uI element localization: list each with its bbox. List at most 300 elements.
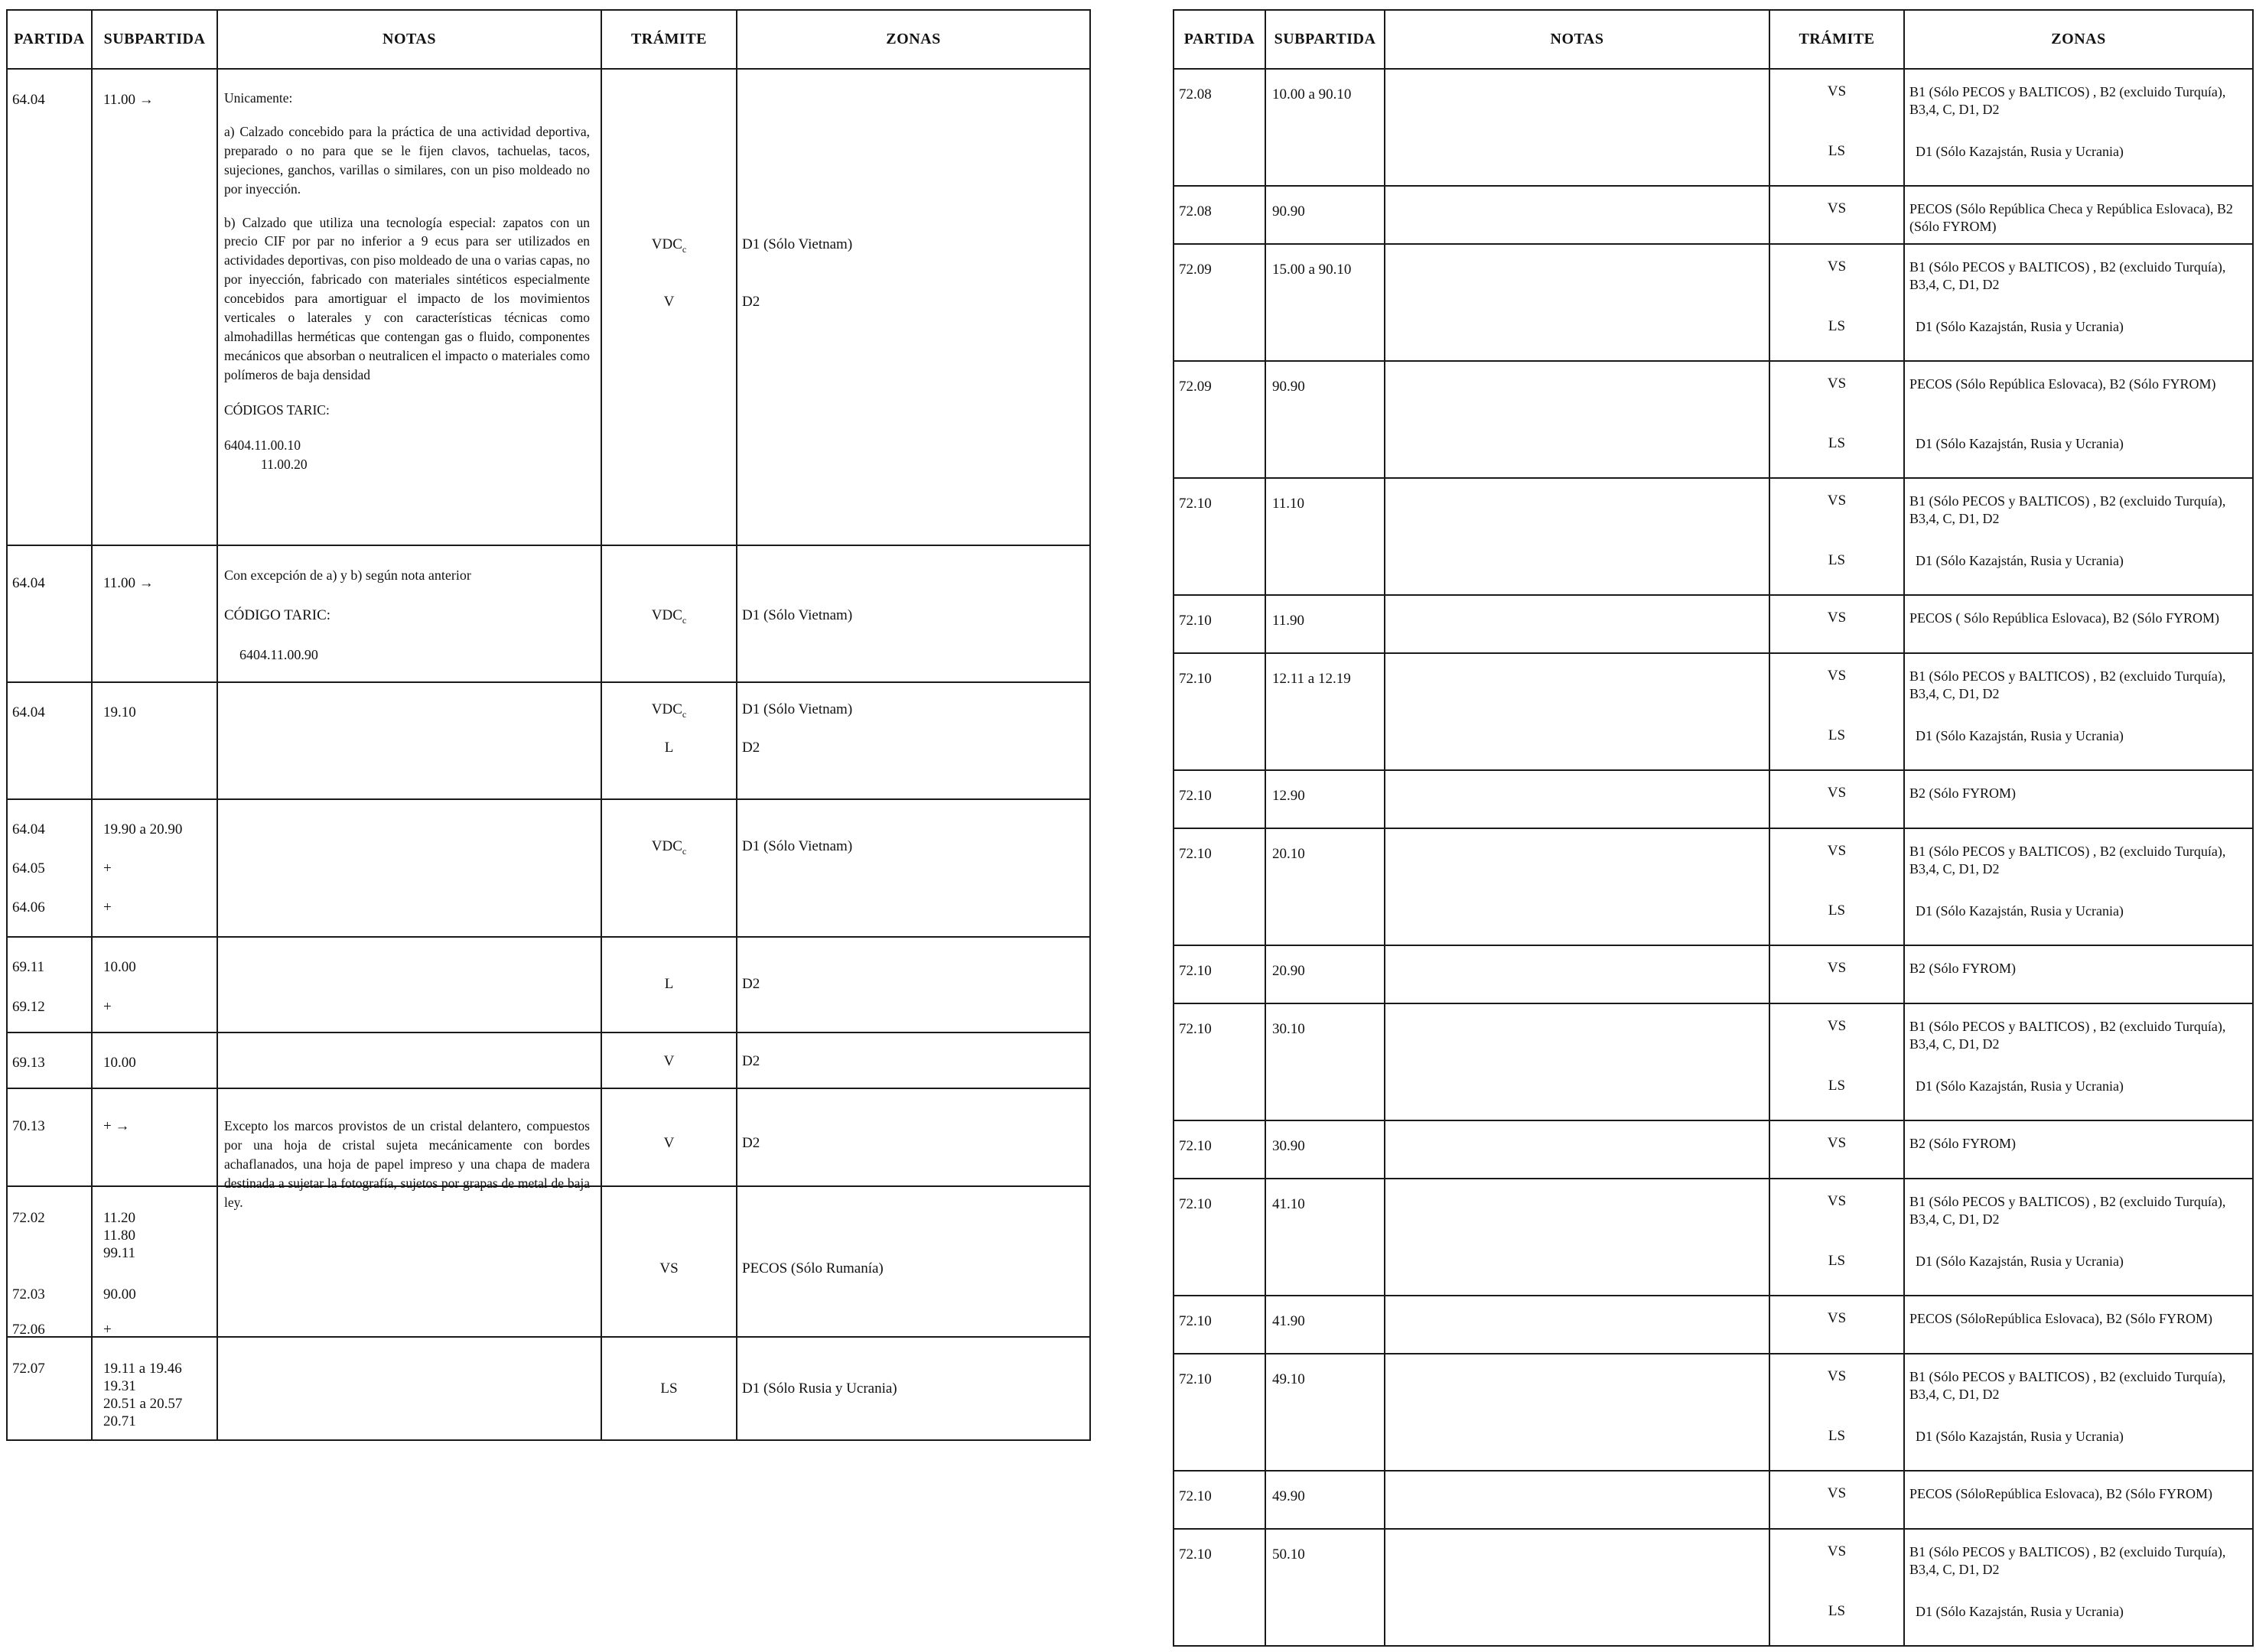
zona-value: D1 (Sólo Vietnam) — [742, 607, 853, 623]
tramite-value: VS — [1827, 1485, 1847, 1501]
zona-value: B1 (Sólo PECOS y BALTICOS) , B2 (excluido Turquía), B3,4, C, D1, D2 — [1909, 493, 2226, 526]
zona-value: B2 (Sólo FYROM) — [1909, 1136, 2017, 1151]
subpartida-cell — [92, 1337, 217, 1440]
zona-value: D1 (Sólo Kazajstán, Rusia y Ucrania) — [1916, 144, 2124, 159]
tramite-value: VS — [1827, 1018, 1847, 1034]
subpartida-code: 20.51 a 20.57 — [103, 1396, 183, 1412]
table-row — [1174, 361, 2253, 478]
zona-value: D1 (Sólo Vietnam) — [742, 838, 853, 854]
tramite-value: VS — [1827, 376, 1847, 392]
left-table — [6, 9, 1091, 1441]
zona-value: D1 (Sólo Kazajstán, Rusia y Ucrania) — [1916, 1429, 2124, 1444]
partida-cell — [1174, 244, 1265, 361]
notas-cell — [1385, 244, 1769, 361]
zona-value: B1 (Sólo PECOS y BALTICOS) , B2 (excluido Turquía), B3,4, C, D1, D2 — [1909, 1544, 2226, 1577]
partida-code: 72.10 — [1179, 1488, 1212, 1504]
partida-code: 72.06 — [12, 1322, 45, 1338]
zona-value: B1 (Sólo PECOS y BALTICOS) , B2 (excluido Turquía), B3,4, C, D1, D2 — [1909, 259, 2226, 292]
notas-cell — [1385, 478, 1769, 595]
zona-value: B1 (Sólo PECOS y BALTICOS) , B2 (excluido Turquía), B3,4, C, D1, D2 — [1909, 844, 2226, 876]
partida-code: 64.04 — [12, 92, 45, 108]
tramite-value: LS — [1828, 318, 1846, 334]
tramite-value: VS — [1827, 200, 1847, 216]
partida-cell — [1174, 770, 1265, 828]
zona-value: B2 (Sólo FYROM) — [1909, 961, 2017, 976]
subpartida-code: 10.00 — [103, 959, 136, 975]
subpartida-cell — [1265, 1471, 1385, 1529]
table-row — [7, 682, 1090, 799]
subpartida-code: 11.10 — [1272, 496, 1305, 512]
partida-cell — [1174, 595, 1265, 653]
tramite-value: VS — [1827, 1193, 1847, 1209]
partida-code: 64.04 — [12, 704, 45, 720]
taric-code: 6404.11.00.90 — [239, 647, 318, 662]
zonas-cell — [1904, 478, 2253, 595]
tramite-cell — [1769, 770, 1904, 828]
table-row — [1174, 653, 2253, 770]
subpartida-cell — [1265, 653, 1385, 770]
zonas-cell — [1904, 1354, 2253, 1471]
tramite-value: $VDC_c$ — [651, 236, 687, 255]
tramite-value: VS — [1827, 1135, 1847, 1151]
partida-cell — [1174, 186, 1265, 244]
tramite-value: V — [663, 1053, 675, 1069]
notas-cell — [217, 937, 601, 1032]
zonas-cell — [737, 545, 1090, 682]
partida-code: 69.11 — [12, 959, 45, 975]
partida-cell — [1174, 1529, 1265, 1646]
tramite-value: VS — [1827, 1310, 1847, 1326]
partida-code: 72.10 — [1179, 1546, 1212, 1563]
taric-code: 11.00.20 — [261, 456, 308, 472]
table-row — [1174, 478, 2253, 595]
subpartida-cell — [1265, 244, 1385, 361]
table-row — [1174, 69, 2253, 186]
partida-code: 69.13 — [12, 1055, 45, 1071]
zona-value: D1 (Sólo Kazajstán, Rusia y Ucrania) — [1916, 728, 2124, 743]
subpartida-code: + — [103, 999, 112, 1015]
partida-cell — [7, 69, 92, 545]
zonas-cell — [737, 1032, 1090, 1088]
notas-cell — [1385, 186, 1769, 244]
tramite-value: LS — [1828, 435, 1846, 451]
notas-cell — [217, 1088, 601, 1210]
zonas-cell — [1904, 1003, 2253, 1120]
tramite-value: V — [663, 294, 675, 310]
subpartida-cell — [1265, 595, 1385, 653]
partida-cell — [1174, 1120, 1265, 1179]
partida-code: 64.04 — [12, 575, 45, 591]
notas-cell — [1385, 1179, 1769, 1296]
subpartida-code: 19.11 a 19.46 — [103, 1361, 182, 1377]
table-row — [1174, 1120, 2253, 1179]
table-row — [7, 1088, 1090, 1186]
tramite-value: LS — [1828, 1428, 1846, 1444]
zona-value: B1 (Sólo PECOS y BALTICOS) , B2 (excluido Turquía), B3,4, C, D1, D2 — [1909, 668, 2226, 701]
notas-cell — [217, 1337, 601, 1440]
zona-value: B1 (Sólo PECOS y BALTICOS) , B2 (excluido Turquía), B3,4, C, D1, D2 — [1909, 1369, 2226, 1402]
zonas-cell — [1904, 244, 2253, 361]
subpartida-cell — [92, 1186, 217, 1337]
note-item-a: a) Calzado concebido para la práctica de una actividad deportiva, preparado o no para que se le fijen clavos, tachuelas, tacos, sujeciones, ganchos, varillas o similares, con un piso moldeado no por inyección. — [224, 123, 590, 197]
zona-value: D1 (Sólo Vietnam) — [742, 236, 853, 252]
subpartida-cell — [1265, 186, 1385, 244]
tramite-cell — [1769, 945, 1904, 1003]
zona-value: D2 — [742, 740, 760, 756]
tramite-value: V — [663, 1135, 675, 1151]
subpartida-code: 11.90 — [1272, 613, 1305, 629]
partida-code: 72.08 — [1179, 203, 1212, 220]
note-text: Con excepción de a) y b) según nota anterior — [224, 567, 471, 583]
zonas-cell — [737, 937, 1090, 1032]
subpartida-cell — [92, 1032, 217, 1088]
zona-value: PECOS (Sólo República Eslovaca), B2 (Sólo FYROM) — [1909, 376, 2216, 392]
zonas-cell — [1904, 945, 2253, 1003]
tramite-value: VS — [1827, 668, 1847, 684]
zonas-cell — [1904, 361, 2253, 478]
tramite-cell — [1769, 1179, 1904, 1296]
subpartida-code: 10.00 a 90.10 — [1272, 86, 1352, 102]
tramite-value: VS — [1827, 960, 1847, 976]
subpartida-cell — [92, 69, 217, 545]
subpartida-code: 20.90 — [1272, 963, 1305, 979]
partida-code: 72.09 — [1179, 262, 1212, 278]
taric-code: 6404.11.00.10 — [224, 437, 301, 453]
tramite-cell — [1769, 361, 1904, 478]
partida-cell — [1174, 1471, 1265, 1529]
tramite-value: VS — [1827, 493, 1847, 509]
tramite-cell — [601, 545, 737, 682]
tramite-cell — [601, 69, 737, 545]
zona-value: D1 (Sólo Kazajstán, Rusia y Ucrania) — [1916, 553, 2124, 568]
tramite-cell — [1769, 1354, 1904, 1471]
tramite-cell — [601, 682, 737, 799]
table-row — [1174, 1354, 2253, 1471]
partida-code: 72.03 — [12, 1286, 45, 1302]
zonas-cell — [737, 682, 1090, 799]
header-notas: NOTAS — [1385, 10, 1769, 69]
header-zonas: ZONAS — [737, 10, 1090, 69]
zona-value: D2 — [742, 1053, 760, 1069]
right-header-row — [1174, 10, 2253, 69]
subpartida-code: 19.90 a 20.90 — [103, 821, 183, 837]
subpartida-cell — [92, 799, 217, 937]
subpartida-code: 11.80 — [103, 1228, 136, 1244]
subpartida-cell — [1265, 945, 1385, 1003]
tramite-cell — [601, 1032, 737, 1088]
table-row — [1174, 770, 2253, 828]
table-row — [7, 799, 1090, 937]
tramite-value: LS — [1828, 1603, 1846, 1619]
tramite-value: L — [664, 740, 674, 756]
subpartida-code: 99.11 — [103, 1245, 136, 1261]
notas-cell — [1385, 69, 1769, 186]
zonas-cell — [1904, 186, 2253, 244]
subpartida-code: 41.10 — [1272, 1196, 1305, 1212]
subpartida-cell — [1265, 1354, 1385, 1471]
partida-code: 72.10 — [1179, 496, 1212, 512]
notas-cell — [1385, 828, 1769, 945]
notas-cell — [1385, 770, 1769, 828]
zona-value: D1 (Sólo Kazajstán, Rusia y Ucrania) — [1916, 1604, 2124, 1619]
subpartida-cell — [92, 682, 217, 799]
tramite-value: VS — [1827, 83, 1847, 99]
subpartida-code: 12.90 — [1272, 788, 1305, 804]
zona-value: PECOS (Sólo República Checa y República Eslovaca), B2 (Sólo FYROM) — [1909, 201, 2233, 234]
zonas-cell — [1904, 69, 2253, 186]
tramite-value: LS — [1828, 902, 1846, 919]
partida-code: 64.06 — [12, 899, 45, 915]
left-header-row — [7, 10, 1090, 69]
zonas-cell — [1904, 1179, 2253, 1296]
zonas-cell — [1904, 770, 2253, 828]
notas-cell — [1385, 595, 1769, 653]
subpartida-cell — [1265, 770, 1385, 828]
subpartida-code: 20.71 — [103, 1413, 136, 1429]
tramite-value: L — [664, 976, 674, 992]
partida-cell — [7, 1337, 92, 1440]
notas-cell — [217, 1032, 601, 1088]
partida-cell — [1174, 653, 1265, 770]
subpartida-cell — [1265, 478, 1385, 595]
right-table — [1173, 9, 2254, 1647]
partida-cell — [1174, 1354, 1265, 1471]
zonas-cell — [1904, 1120, 2253, 1179]
tramite-cell — [1769, 1296, 1904, 1354]
subpartida-code: 10.00 — [103, 1055, 136, 1071]
subpartida-code: 11.00 → — [103, 92, 154, 108]
zona-value: B1 (Sólo PECOS y BALTICOS) , B2 (excluido Turquía), B3,4, C, D1, D2 — [1909, 84, 2226, 117]
partida-code: 64.04 — [12, 821, 45, 837]
tramite-cell — [601, 1337, 737, 1440]
table-row — [7, 1337, 1090, 1440]
tramite-cell — [601, 1088, 737, 1186]
tramite-cell — [601, 1186, 737, 1337]
partida-code: 72.02 — [12, 1210, 45, 1226]
tramite-value: LS — [1828, 143, 1846, 159]
zona-value: D1 (Sólo Vietnam) — [742, 701, 853, 717]
tramite-cell — [1769, 69, 1904, 186]
partida-code: 72.10 — [1179, 788, 1212, 804]
taric-label: CÓDIGO TARIC: — [224, 607, 331, 623]
partida-code: 72.08 — [1179, 86, 1212, 102]
zona-value: D1 (Sólo Kazajstán, Rusia y Ucrania) — [1916, 436, 2124, 451]
zonas-cell — [737, 1088, 1090, 1186]
subpartida-code: 15.00 a 90.10 — [1272, 262, 1352, 278]
notas-cell — [1385, 1529, 1769, 1646]
subpartida-code: 41.90 — [1272, 1313, 1305, 1329]
subpartida-code: 19.31 — [103, 1378, 136, 1394]
partida-cell — [7, 937, 92, 1032]
zona-value: B1 (Sólo PECOS y BALTICOS) , B2 (excluido Turquía), B3,4, C, D1, D2 — [1909, 1194, 2226, 1227]
zona-value: D1 (Sólo Kazajstán, Rusia y Ucrania) — [1916, 903, 2124, 919]
notas-cell — [1385, 1296, 1769, 1354]
zonas-cell — [1904, 828, 2253, 945]
notas-cell — [217, 799, 601, 937]
subpartida-cell — [92, 545, 217, 682]
subpartida-cell — [1265, 361, 1385, 478]
partida-code: 70.13 — [12, 1118, 45, 1134]
subpartida-cell — [1265, 1529, 1385, 1646]
tramite-cell — [1769, 244, 1904, 361]
partida-cell — [1174, 1179, 1265, 1296]
note-text: Excepto los marcos provistos de un cristal delantero, compuestos por una hoja de cristal sujeta mecánicamente con bordes achaflanados, una hoja de papel impreso y una chapa de madera destinada a sujetar la fotografía, sujetos por grapas de metal de baja ley. — [224, 1118, 590, 1210]
subpartida-code: 50.10 — [1272, 1546, 1305, 1563]
zonas-cell — [1904, 1471, 2253, 1529]
tramite-cell — [601, 937, 737, 1032]
header-subpartida: SUBPARTIDA — [1265, 10, 1385, 69]
subpartida-cell — [1265, 1296, 1385, 1354]
tramite-cell — [1769, 1471, 1904, 1529]
partida-code: 72.10 — [1179, 671, 1212, 687]
subpartida-code: 30.90 — [1272, 1138, 1305, 1154]
zona-value: D1 (Sólo Rusia y Ucrania) — [742, 1380, 897, 1397]
header-subpartida: SUBPARTIDA — [92, 10, 217, 69]
zona-value: B2 (Sólo FYROM) — [1909, 785, 2017, 801]
notas-cell — [217, 69, 601, 545]
header-partida: PARTIDA — [1174, 10, 1265, 69]
subpartida-cell — [92, 937, 217, 1032]
tramite-value: VS — [1827, 610, 1847, 626]
zona-value: D1 (Sólo Kazajstán, Rusia y Ucrania) — [1916, 1078, 2124, 1094]
notas-cell — [1385, 1471, 1769, 1529]
partida-cell — [7, 799, 92, 937]
subpartida-code: 30.10 — [1272, 1021, 1305, 1037]
subpartida-cell — [1265, 1003, 1385, 1120]
subpartida-code: 19.10 — [103, 704, 136, 720]
partida-code: 72.07 — [12, 1361, 45, 1377]
partida-code: 72.10 — [1179, 1138, 1212, 1154]
partida-cell — [1174, 478, 1265, 595]
table-row — [1174, 1179, 2253, 1296]
zonas-cell — [737, 1337, 1090, 1440]
notas-cell — [1385, 653, 1769, 770]
partida-cell — [1174, 1296, 1265, 1354]
zonas-cell — [737, 799, 1090, 937]
tramite-cell — [601, 799, 737, 937]
subpartida-code: 11.20 — [103, 1210, 136, 1226]
table-row — [7, 937, 1090, 1032]
zonas-cell — [1904, 1529, 2253, 1646]
partida-code: 72.10 — [1179, 1021, 1212, 1037]
partida-cell — [7, 545, 92, 682]
partida-cell — [7, 1032, 92, 1088]
subpartida-code: + — [103, 899, 112, 915]
taric-label: CÓDIGOS TARIC: — [224, 402, 330, 418]
partida-cell — [1174, 828, 1265, 945]
tramite-value: VS — [1827, 1368, 1847, 1384]
right-table-body — [1174, 69, 2253, 1646]
subpartida-code: 49.10 — [1272, 1371, 1305, 1387]
tramite-value: LS — [1828, 552, 1846, 568]
subpartida-cell — [1265, 69, 1385, 186]
partida-cell — [7, 682, 92, 799]
tramite-cell — [1769, 828, 1904, 945]
notas-cell — [1385, 1354, 1769, 1471]
subpartida-code: 90.90 — [1272, 203, 1305, 220]
subpartida-code: 20.10 — [1272, 846, 1305, 862]
zonas-cell — [1904, 1296, 2253, 1354]
subpartida-cell — [1265, 1120, 1385, 1179]
table-row — [1174, 244, 2253, 361]
tramite-value: VS — [659, 1260, 679, 1276]
tramite-cell — [1769, 186, 1904, 244]
zona-value: PECOS ( Sólo República Eslovaca), B2 (Sólo FYROM) — [1909, 610, 2219, 626]
subpartida-cell — [1265, 828, 1385, 945]
tramite-cell — [1769, 1120, 1904, 1179]
table-row — [1174, 186, 2253, 244]
partida-code: 72.10 — [1179, 963, 1212, 979]
subpartida-code: + — [103, 860, 112, 876]
partida-code: 64.05 — [12, 860, 45, 876]
tramite-value: VS — [1827, 843, 1847, 859]
partida-code: 72.10 — [1179, 846, 1212, 862]
partida-cell — [7, 1186, 92, 1337]
zona-value: D1 (Sólo Kazajstán, Rusia y Ucrania) — [1916, 319, 2124, 334]
tramite-value: LS — [1828, 727, 1846, 743]
partida-code: 72.10 — [1179, 1196, 1212, 1212]
zona-value: D2 — [742, 294, 760, 310]
tramite-value: VS — [1827, 785, 1847, 801]
notas-cell — [1385, 945, 1769, 1003]
zona-value: PECOS (SóloRepública Eslovaca), B2 (Sólo FYROM) — [1909, 1486, 2212, 1501]
subpartida-cell — [1265, 1179, 1385, 1296]
subpartida-code: 90.00 — [103, 1286, 136, 1302]
table-row — [1174, 1471, 2253, 1529]
zona-value: D2 — [742, 1135, 760, 1151]
tramite-cell — [1769, 478, 1904, 595]
tramite-value: LS — [660, 1380, 678, 1397]
note-intro: Unicamente: — [224, 90, 293, 106]
header-tramite: TRÁMITE — [1769, 10, 1904, 69]
partida-cell — [7, 1088, 92, 1186]
table-row — [7, 545, 1090, 682]
table-row — [7, 69, 1090, 545]
partida-cell — [1174, 361, 1265, 478]
table-row — [1174, 595, 2253, 653]
header-tramite: TRÁMITE — [601, 10, 737, 69]
partida-cell — [1174, 945, 1265, 1003]
notas-cell — [217, 682, 601, 799]
partida-code: 72.10 — [1179, 1313, 1212, 1329]
header-partida: PARTIDA — [7, 10, 92, 69]
partida-code: 69.12 — [12, 999, 45, 1015]
zonas-cell — [737, 69, 1090, 545]
zona-value: PECOS (SóloRepública Eslovaca), B2 (Sólo FYROM) — [1909, 1311, 2212, 1326]
subpartida-code: + — [103, 1322, 112, 1338]
zonas-cell — [737, 1186, 1090, 1337]
subpartida-code: 49.90 — [1272, 1488, 1305, 1504]
subpartida-code: 90.90 — [1272, 379, 1305, 395]
tramite-value: VS — [1827, 259, 1847, 275]
table-row — [1174, 828, 2253, 945]
header-zonas: ZONAS — [1904, 10, 2253, 69]
tramite-cell — [1769, 653, 1904, 770]
notas-cell — [1385, 1003, 1769, 1120]
zonas-cell — [1904, 595, 2253, 653]
zona-value: B1 (Sólo PECOS y BALTICOS) , B2 (excluido Turquía), B3,4, C, D1, D2 — [1909, 1019, 2226, 1052]
note-item-b: b) Calzado que utiliza una tecnología especial: zapatos con un precio CIF por par no inferior a 9 ecus para ser utilizados en actividades deportivas, con piso moldeado de una o varias capas, no por inyección, fabricado con materiales sintéticos especialmente concebidos para amortiguar el impacto de los movimientos verticales o laterales y con características técnicas como almohadillas herméticas que contengan gas o fluido, componentes mecánicos que absorban o neutralicen el impacto o materiales como polímeros de baja densidad — [224, 214, 590, 382]
notas-cell — [1385, 361, 1769, 478]
table-row — [1174, 1529, 2253, 1646]
zona-value: PECOS (Sólo Rumanía) — [742, 1260, 884, 1276]
notas-cell — [217, 545, 601, 682]
subpartida-code: 12.11 a 12.19 — [1272, 671, 1351, 687]
table-row — [7, 1032, 1090, 1088]
tramite-value: $VDC_c$ — [651, 838, 687, 857]
tramite-value: LS — [1828, 1078, 1846, 1094]
tramite-value: $VDC_c$ — [651, 607, 687, 626]
